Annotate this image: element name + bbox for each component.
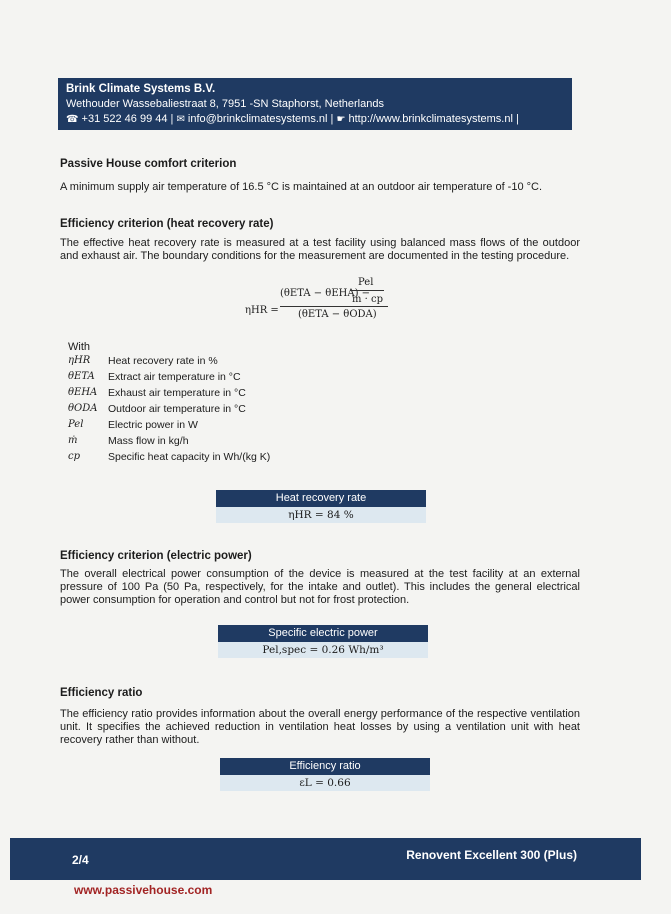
result-label: Efficiency ratio: [220, 758, 430, 775]
electric-text: The overall electrical power consumption of the device is measured at the test facility at an external pressure of 100 Pa (50 Pa, respectively, for the intake and outlet). This includes the general electrical power consumption for operation and control but not for frost protection.: [60, 568, 580, 606]
variable-desc: Outdoor air temperature in °C: [108, 403, 246, 415]
mail-icon: ✉: [176, 114, 185, 125]
ratio-result: [220, 758, 430, 791]
result-value: Pel,spec = 0.26 Wh/m³: [218, 642, 428, 658]
with-label: With: [68, 341, 90, 353]
result-label: Heat recovery rate: [216, 490, 426, 507]
website-link[interactable]: http://www.brinkclimatesystems.nl |: [348, 113, 519, 125]
formula-main-bar: [280, 306, 388, 307]
company-name: Brink Climate Systems B.V.: [66, 83, 216, 95]
list-item: [68, 433, 270, 449]
variable-symbol: θODA: [68, 403, 98, 414]
email-address[interactable]: info@brinkclimatesystems.nl |: [187, 113, 334, 125]
heat-recovery-text: The effective heat recovery rate is measured at a test facility using balanced mass flows of the outdoor and exhaust air. The boundary conditions for the measurement are documented in the testing procedure.: [60, 237, 580, 262]
variable-symbol: ηHR: [68, 355, 91, 366]
result-value: ηHR = 84 %: [216, 507, 426, 523]
list-item: [68, 401, 270, 417]
formula-numerator: (θETA − θEHA) −: [280, 288, 371, 299]
formula-inner-bar: [350, 290, 384, 291]
comfort-text: A minimum supply air temperature of 16.5 °C is maintained at an outdoor air temperature of -10 °C.: [60, 181, 543, 193]
formula-massflow: ṁ · cp: [352, 294, 384, 305]
comfort-title: Passive House comfort criterion: [60, 158, 237, 170]
variable-symbol: cp: [68, 451, 81, 462]
variable-desc: Heat recovery rate in %: [108, 355, 218, 367]
result-label: Specific electric power: [218, 625, 428, 642]
list-item: [68, 353, 270, 369]
formula-denominator: (θETA − θODA): [298, 309, 377, 320]
variable-symbol: ṁ: [68, 435, 78, 446]
page-number: 2/4: [72, 853, 89, 867]
web-icon: ☛: [336, 114, 346, 125]
formula-power: Pel: [358, 277, 374, 288]
variable-list: [68, 353, 270, 465]
electric-title: Efficiency criterion (electric power): [60, 550, 252, 562]
list-item: [68, 449, 270, 465]
result-value: εL = 0.66: [220, 775, 430, 791]
passivehouse-link[interactable]: www.passivehouse.com: [74, 883, 213, 897]
heat-recovery-title: Efficiency criterion (heat recovery rate): [60, 218, 274, 230]
phone-icon: ☎: [66, 114, 79, 125]
variable-symbol: θETA: [68, 371, 95, 382]
variable-desc: Extract air temperature in °C: [108, 371, 241, 383]
phone-number: +31 522 46 99 44 |: [81, 113, 174, 125]
variable-desc: Electric power in W: [108, 419, 198, 431]
list-item: [68, 385, 270, 401]
ratio-title: Efficiency ratio: [60, 687, 143, 699]
list-item: [68, 369, 270, 385]
product-model: Renovent Excellent 300 (Plus): [406, 848, 577, 862]
ratio-text: The efficiency ratio provides information about the overall energy performance of the respective ventilation unit. It specifies the achieved reduction in ventilation heat losses by using a ventilation unit with heat recovery rather than without.: [60, 708, 580, 746]
list-item: [68, 417, 270, 433]
contact-line: [66, 112, 564, 127]
electric-result: [218, 625, 428, 658]
page-footer: [10, 838, 641, 880]
variable-desc: Specific heat capacity in Wh/(kg K): [108, 451, 271, 463]
heat-recovery-result: [216, 490, 426, 523]
variable-symbol: θEHA: [68, 387, 98, 398]
variable-symbol: Pel: [68, 419, 84, 430]
heat-recovery-formula: [240, 275, 400, 325]
company-address: Wethouder Wassebaliestraat 8, 7951 -SN Staphorst, Netherlands: [66, 98, 384, 110]
variable-desc: Mass flow in kg/h: [108, 435, 189, 447]
variable-desc: Exhaust air temperature in °C: [108, 387, 246, 399]
formula-lhs: ηHR =: [245, 305, 279, 316]
company-header: [58, 78, 572, 130]
